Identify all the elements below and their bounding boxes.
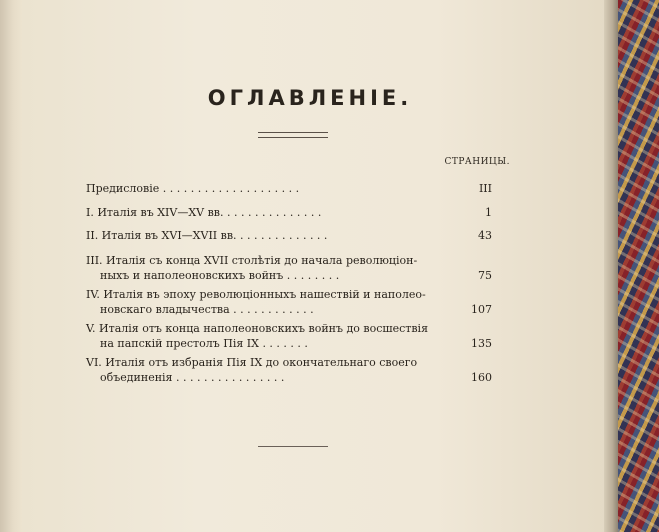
bottom-rule (258, 446, 328, 447)
marbled-endpaper (618, 0, 659, 532)
toc-entry-title: Предисловіе . . . . . . . . . . . . . . . . . . . . (86, 182, 300, 195)
toc-entry-chapter-1 (86, 205, 506, 220)
toc-entry-page: 107 (471, 303, 492, 316)
pages-column-header: СТРАНИЦЫ. (444, 157, 510, 167)
toc-entry-page: 160 (471, 371, 492, 384)
toc-entry-title-cont: объединенія . . . . . . . . . . . . . . . . (100, 371, 285, 384)
toc-entry-title: V. Италія отъ конца наполеоновскихъ войнъ до восшествія (86, 322, 429, 335)
toc-entry-title: I. Италія въ XIV—XV вв. . . . . . . . . . . . . . . (86, 206, 322, 219)
title-rule (258, 132, 328, 138)
toc-entry-chapter-3 (86, 253, 506, 283)
toc-entry-title-cont: новскаго владычества . . . . . . . . . . . . (100, 303, 314, 316)
toc-entry-title-cont: ныхъ и наполеоновскихъ войнъ . . . . . . . . (100, 269, 340, 282)
toc-entry-title: IV. Италія въ эпоху революціонныхъ нашествій и наполео- (86, 288, 426, 301)
toc-entry-title: VI. Италія отъ избранія Пія IX до окончательнаго своего (86, 356, 418, 369)
toc-entry-title-cont: на папскій престолъ Пія IX . . . . . . . (100, 337, 308, 350)
toc-entry-page: 135 (471, 337, 492, 350)
toc-entry-page: 75 (478, 269, 492, 282)
toc-entry-chapter-2 (86, 228, 506, 243)
toc-entry-title: II. Италія въ XVI—XVII вв. . . . . . . . . . . . . . (86, 229, 328, 242)
page-title: ОГЛАВЛЕНІЕ. (207, 86, 413, 110)
toc-entry-title: III. Италія съ конца XVII столѣтія до начала революціон- (86, 254, 418, 267)
left-page-gutter (0, 0, 22, 532)
toc-entry-chapter-6 (86, 355, 506, 385)
toc-entry-page: 1 (485, 206, 492, 219)
toc-entry-preface (86, 181, 506, 196)
toc-entry-page: III (478, 182, 492, 195)
toc-entry-chapter-4 (86, 287, 506, 317)
page-edge (604, 0, 618, 532)
toc-entry-chapter-5 (86, 321, 506, 351)
toc-entry-page: 43 (478, 229, 492, 242)
